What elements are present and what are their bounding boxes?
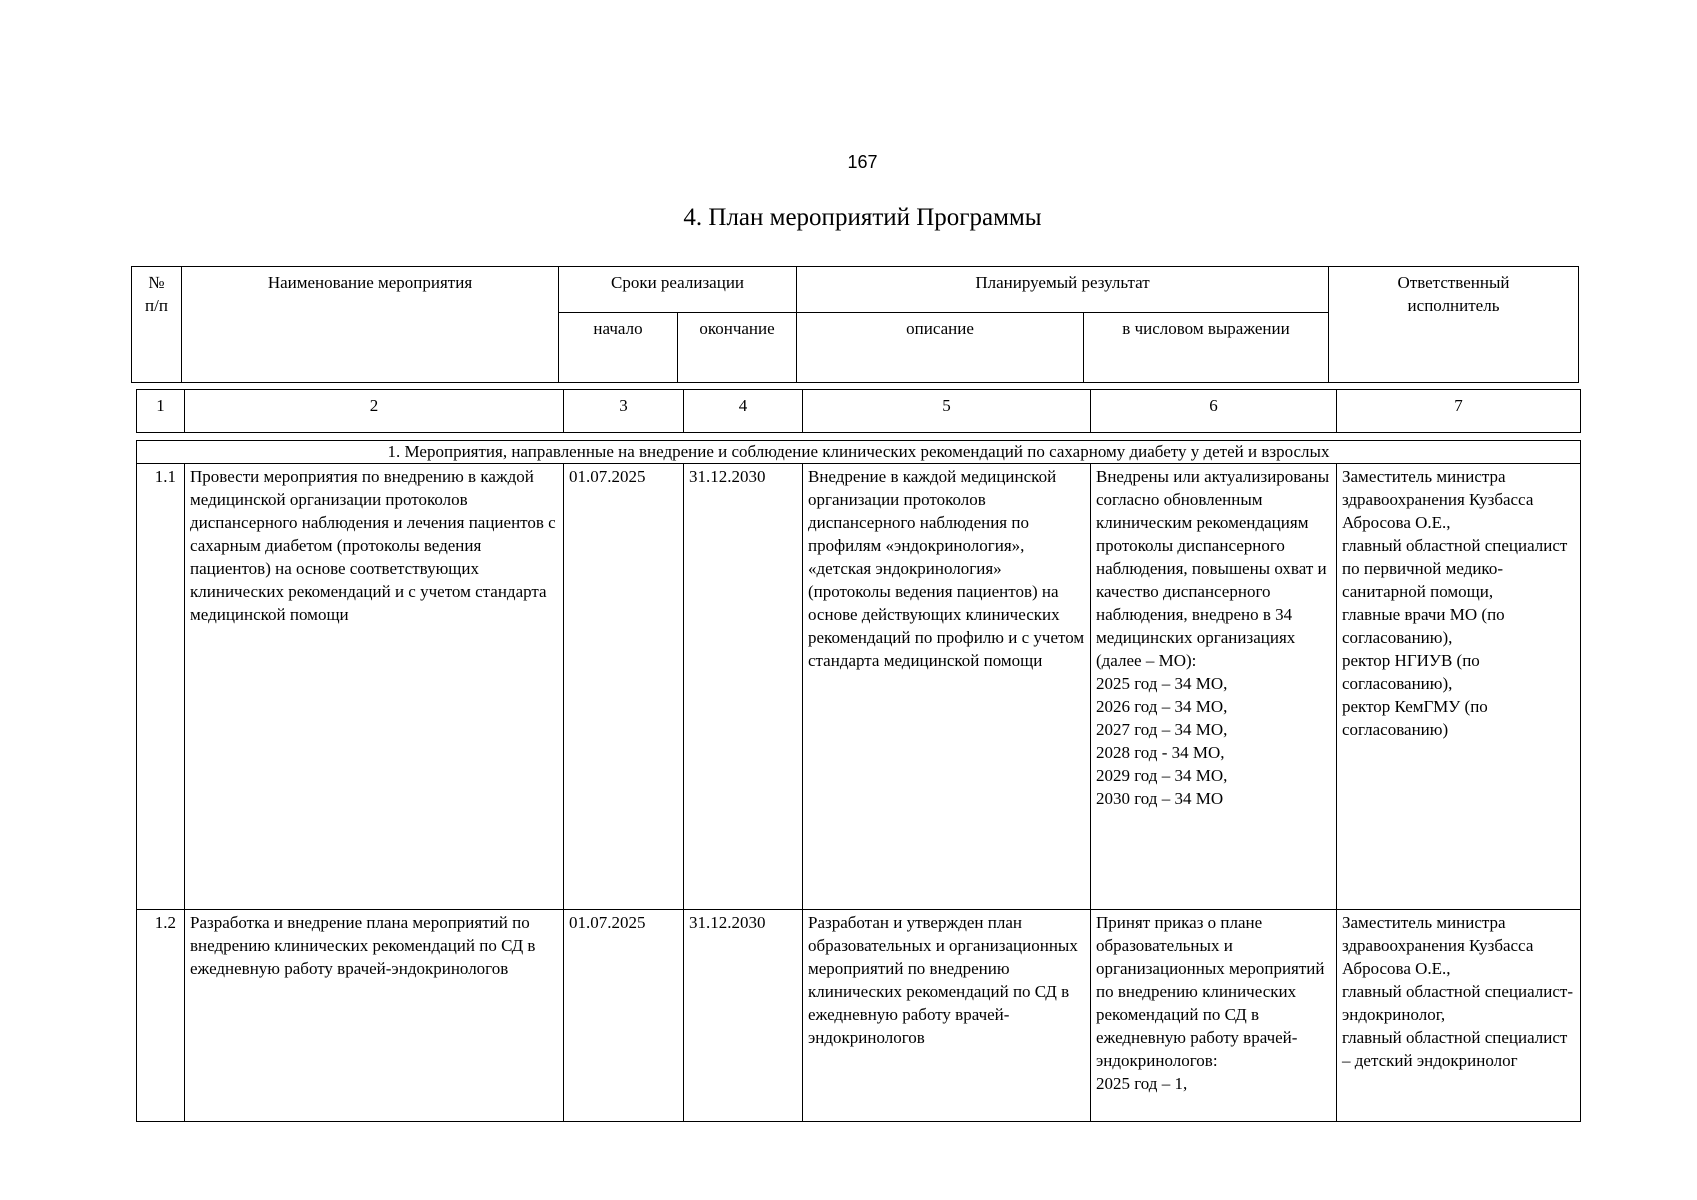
table-header bbox=[131, 266, 1579, 383]
table-row bbox=[137, 464, 1581, 910]
row-num: 1.2 bbox=[137, 910, 185, 1122]
column-number: 1 bbox=[137, 390, 185, 433]
page-number: 167 bbox=[847, 152, 878, 172]
table-row bbox=[137, 910, 1581, 1122]
header-name: Наименование мероприятия bbox=[182, 267, 559, 383]
header-start: начало bbox=[559, 313, 678, 383]
row-description: Внедрение в каждой медицинской организации протоколов диспансерного наблюдения по профилям «эндокринология», «детская эндокринология» (протоколы ведения пациентов) на основе действующих клинических рекомендаций по профилю и с учетом стандарта медицинской помощи bbox=[803, 464, 1091, 910]
page-title: 4. План мероприятий Программы bbox=[683, 204, 1042, 231]
column-number: 3 bbox=[564, 390, 684, 433]
column-number: 6 bbox=[1091, 390, 1337, 433]
column-number: 2 bbox=[185, 390, 564, 433]
row-numeric: Принят приказ о плане образовательных и организационных мероприятий по внедрению клинических рекомендаций по СД в ежедневную работу врачей-эндокринологов: 2025 год – 1, bbox=[1091, 910, 1337, 1122]
row-name: Разработка и внедрение плана мероприятий по внедрению клинических рекомендаций по СД в ежедневную работу врачей-эндокринологов bbox=[185, 910, 564, 1122]
column-number: 5 bbox=[803, 390, 1091, 433]
header-terms: Сроки реализации bbox=[559, 267, 797, 313]
row-responsible: Заместитель министра здравоохранения Кузбасса Абросова О.Е., главный областной специалист-эндокринолог, главный областной специалист – детский эндокринолог bbox=[1337, 910, 1581, 1122]
row-description: Разработан и утвержден план образовательных и организационных мероприятий по внедрению клинических рекомендаций по СД в ежедневную работу врачей-эндокринологов bbox=[803, 910, 1091, 1122]
column-number: 7 bbox=[1337, 390, 1581, 433]
column-number-row bbox=[137, 390, 1581, 433]
row-numeric: Внедрены или актуализированы согласно обновленным клиническим рекомендациям протоколы диспансерного наблюдения, повышены охват и качество диспансерного наблюдения, внедрено в 34 медицинских организациях (далее – МО): 2025 год – 34 МО, 2026 год – 34 МО, 2027 год – 34 МО, 2028 год - 34 МО, 2029 год – 34 МО, 2030 год – 34 МО bbox=[1091, 464, 1337, 910]
header-num: № п/п bbox=[132, 267, 182, 383]
column-number: 4 bbox=[684, 390, 803, 433]
header-responsible: Ответственный исполнитель bbox=[1329, 267, 1579, 383]
header-description: описание bbox=[797, 313, 1084, 383]
header-numeric: в числовом выражении bbox=[1084, 313, 1329, 383]
row-start: 01.07.2025 bbox=[564, 464, 684, 910]
row-end: 31.12.2030 bbox=[684, 910, 803, 1122]
row-name: Провести мероприятия по внедрению в каждой медицинской организации протоколов диспансерного наблюдения и лечения пациентов с сахарным диабетом (протоколы ведения пациентов) на основе соответствующих клинических рекомендаций и с учетом стандарта медицинской помощи bbox=[185, 464, 564, 910]
section-row bbox=[137, 441, 1581, 464]
table-body bbox=[136, 389, 1581, 1122]
row-start: 01.07.2025 bbox=[564, 910, 684, 1122]
header-result: Планируемый результат bbox=[797, 267, 1329, 313]
row-end: 31.12.2030 bbox=[684, 464, 803, 910]
header-end: окончание bbox=[678, 313, 797, 383]
section-title: 1. Мероприятия, направленные на внедрение и соблюдение клинических рекомендаций по сахарному диабету у детей и взрослых bbox=[137, 441, 1581, 464]
row-num: 1.1 bbox=[137, 464, 185, 910]
row-responsible: Заместитель министра здравоохранения Кузбасса Абросова О.Е., главный областной специалист по первичной медико-санитарной помощи, главные врачи МО (по согласованию), ректор НГИУВ (по согласованию), ректор КемГМУ (по согласованию) bbox=[1337, 464, 1581, 910]
